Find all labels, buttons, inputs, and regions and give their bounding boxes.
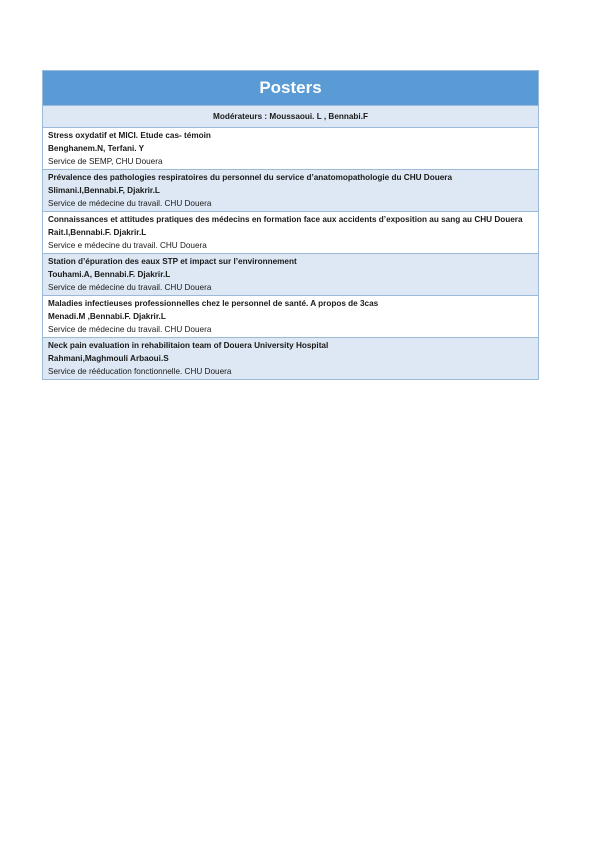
poster-title: Maladies infectieuses professionnelles chez le personnel de santé. A propos de 3cas — [48, 299, 379, 308]
poster-affiliation: Service de médecine du travail. CHU Douera — [48, 325, 212, 334]
poster-row — [43, 127, 538, 169]
poster-row — [43, 169, 538, 211]
poster-affiliation: Service de rééducation fonctionnelle. CHU Douera — [48, 367, 232, 376]
poster-authors: Menadi.M ,Bennabi.F. Djakrir.L — [48, 312, 166, 321]
poster-row — [43, 295, 538, 337]
poster-title: Station d’épuration des eaux STP et impact sur l’environnement — [48, 257, 297, 266]
poster-title: Stress oxydatif et MICI. Etude cas- témoin — [48, 131, 211, 140]
poster-affiliation: Service e médecine du travail. CHU Douera — [48, 241, 207, 250]
poster-authors: Rahmani,Maghmouli Arbaoui.S — [48, 354, 169, 363]
poster-authors: Touhami.A, Bennabi.F. Djakrir.L — [48, 270, 171, 279]
poster-title: Neck pain evaluation in rehabilitaion team of Douera University Hospital — [48, 341, 329, 350]
poster-affiliation: Service de médecine du travail. CHU Douera — [48, 199, 212, 208]
posters-table — [42, 70, 539, 380]
poster-affiliation: Service de SEMP, CHU Douera — [48, 157, 163, 166]
poster-authors: Slimani.I,Bennabi.F, Djakrir.L — [48, 186, 160, 195]
poster-row — [43, 337, 538, 379]
posters-header: Posters — [43, 71, 538, 105]
poster-title: Connaissances et attitudes pratiques des médecins en formation face aux accidents d’exposition au sang au CHU Douera — [48, 215, 523, 224]
poster-row — [43, 211, 538, 253]
poster-authors: Benghanem.N, Terfani. Y — [48, 144, 145, 153]
poster-title: Prévalence des pathologies respiratoires du personnel du service d’anatomopathologie du CHU Douera — [48, 173, 453, 182]
moderators-row: Modérateurs : Moussaoui. L , Bennabi.F — [43, 105, 538, 127]
poster-row — [43, 253, 538, 295]
poster-authors: Rait.I,Bennabi.F. Djakrir.L — [48, 228, 147, 237]
poster-affiliation: Service de médecine du travail. CHU Douera — [48, 283, 212, 292]
